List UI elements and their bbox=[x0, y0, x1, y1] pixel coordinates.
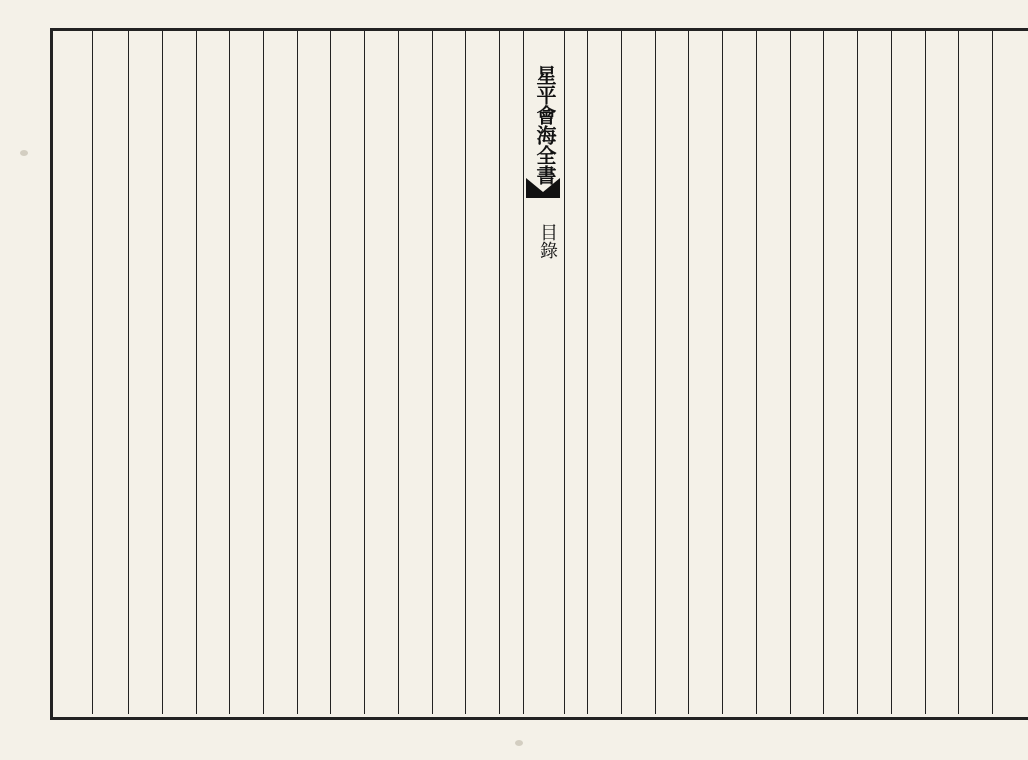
page-number bbox=[526, 560, 560, 630]
book-title: 星平會海全書 bbox=[533, 65, 557, 185]
section-label: 目錄 bbox=[537, 223, 558, 259]
fishtail-notch bbox=[526, 178, 560, 198]
